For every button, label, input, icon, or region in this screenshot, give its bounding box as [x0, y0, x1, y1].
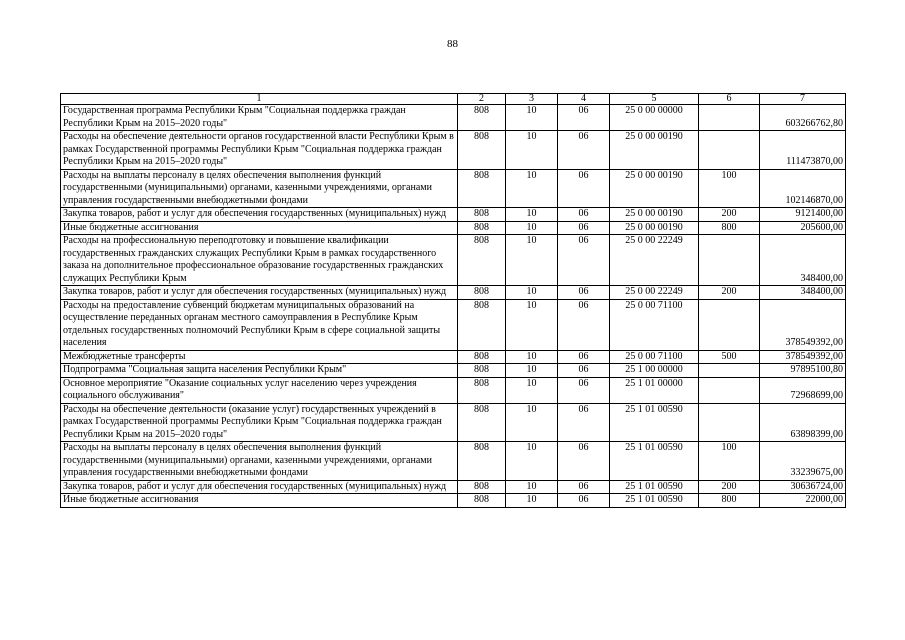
row-name: Закупка товаров, работ и услуг для обеспечения государственных (муниципальных) нужд — [61, 480, 458, 494]
table-row — [61, 221, 846, 235]
row-subsection: 06 — [558, 480, 610, 494]
row-subsection: 06 — [558, 235, 610, 286]
row-subsection: 06 — [558, 208, 610, 222]
row-section: 10 — [506, 350, 558, 364]
budget-table — [60, 93, 846, 508]
row-amount: 603266762,80 — [760, 105, 846, 131]
row-amount: 378549392,00 — [760, 350, 846, 364]
row-ministry: 808 — [458, 442, 506, 481]
table-row — [61, 480, 846, 494]
row-target-code: 25 1 01 00000 — [610, 377, 699, 403]
row-subsection: 06 — [558, 169, 610, 208]
row-expense-type — [699, 364, 760, 378]
row-name: Закупка товаров, работ и услуг для обеспечения государственных (муниципальных) нужд — [61, 208, 458, 222]
row-name: Иные бюджетные ассигнования — [61, 494, 458, 508]
row-name: Расходы на обеспечение деятельности (оказание услуг) государственных учреждений в рамках Государственной программы Республики Крым "Социальная поддержка граждан Республики Крым на 2015–2020 годы" — [61, 403, 458, 442]
row-target-code: 25 1 01 00590 — [610, 480, 699, 494]
row-target-code: 25 1 01 00590 — [610, 403, 699, 442]
row-name: Расходы на выплаты персоналу в целях обеспечения выполнения функций государственными (муниципальными) органами, казенными учреждениями, органами управления государственными внебюджетными фондами — [61, 169, 458, 208]
row-ministry: 808 — [458, 235, 506, 286]
row-target-code: 25 0 00 00000 — [610, 105, 699, 131]
row-subsection: 06 — [558, 494, 610, 508]
row-section: 10 — [506, 364, 558, 378]
row-name: Расходы на обеспечение деятельности органов государственной власти Республики Крым в рамках Государственной программы Республики Крым "Социальная поддержка граждан Республики Крым на 2015–2020 годы" — [61, 131, 458, 170]
header-col-6: 6 — [699, 94, 760, 105]
row-expense-type: 200 — [699, 208, 760, 222]
row-ministry: 808 — [458, 299, 506, 350]
row-amount: 111473870,00 — [760, 131, 846, 170]
row-subsection: 06 — [558, 286, 610, 300]
row-expense-type — [699, 105, 760, 131]
row-section: 10 — [506, 169, 558, 208]
row-target-code: 25 1 00 00000 — [610, 364, 699, 378]
row-subsection: 06 — [558, 105, 610, 131]
row-expense-type: 200 — [699, 480, 760, 494]
table-row — [61, 131, 846, 170]
table-row — [61, 364, 846, 378]
row-ministry: 808 — [458, 480, 506, 494]
row-section: 10 — [506, 235, 558, 286]
header-col-3: 3 — [506, 94, 558, 105]
table-row — [61, 494, 846, 508]
row-amount: 205600,00 — [760, 221, 846, 235]
table-row — [61, 235, 846, 286]
row-target-code: 25 0 00 71100 — [610, 299, 699, 350]
row-name: Расходы на предоставление субвенций бюджетам муниципальных образований на осуществление переданных органам местного самоуправления в Республике Крым отдельных государственных полномочий Республики Крым в сфере социальной защиты населения — [61, 299, 458, 350]
row-name: Расходы на профессиональную переподготовку и повышение квалификации государственных гражданских служащих Республики Крым в рамках государственного заказа на дополнительное профессиональное образование государственных гражданских служащих Республики Крым — [61, 235, 458, 286]
row-section: 10 — [506, 131, 558, 170]
row-expense-type — [699, 377, 760, 403]
row-target-code: 25 0 00 22249 — [610, 235, 699, 286]
row-subsection: 06 — [558, 364, 610, 378]
row-target-code: 25 0 00 71100 — [610, 350, 699, 364]
table-row — [61, 208, 846, 222]
header-col-2: 2 — [458, 94, 506, 105]
row-name: Иные бюджетные ассигнования — [61, 221, 458, 235]
table-row — [61, 403, 846, 442]
header-col-4: 4 — [558, 94, 610, 105]
row-section: 10 — [506, 480, 558, 494]
row-expense-type: 100 — [699, 169, 760, 208]
row-name: Подпрограмма "Социальная защита населения Республики Крым" — [61, 364, 458, 378]
page-number: 88 — [447, 38, 458, 50]
row-target-code: 25 0 00 00190 — [610, 208, 699, 222]
row-target-code: 25 1 01 00590 — [610, 442, 699, 481]
row-amount: 97895100,80 — [760, 364, 846, 378]
row-section: 10 — [506, 105, 558, 131]
row-amount: 30636724,00 — [760, 480, 846, 494]
row-expense-type: 200 — [699, 286, 760, 300]
row-subsection: 06 — [558, 377, 610, 403]
row-name: Межбюджетные трансферты — [61, 350, 458, 364]
row-subsection: 06 — [558, 403, 610, 442]
table-row — [61, 105, 846, 131]
row-ministry: 808 — [458, 350, 506, 364]
row-amount: 33239675,00 — [760, 442, 846, 481]
row-amount: 22000,00 — [760, 494, 846, 508]
row-ministry: 808 — [458, 169, 506, 208]
table-row — [61, 377, 846, 403]
table-row — [61, 286, 846, 300]
row-target-code: 25 0 00 00190 — [610, 221, 699, 235]
row-section: 10 — [506, 494, 558, 508]
table-row — [61, 169, 846, 208]
row-amount: 63898399,00 — [760, 403, 846, 442]
row-section: 10 — [506, 299, 558, 350]
row-amount: 348400,00 — [760, 235, 846, 286]
row-section: 10 — [506, 221, 558, 235]
row-amount: 9121400,00 — [760, 208, 846, 222]
row-ministry: 808 — [458, 286, 506, 300]
row-subsection: 06 — [558, 221, 610, 235]
row-ministry: 808 — [458, 131, 506, 170]
table-row — [61, 442, 846, 481]
header-col-7: 7 — [760, 94, 846, 105]
row-name: Основное мероприятие "Оказание социальных услуг населению через учреждения социального обслуживания" — [61, 377, 458, 403]
row-ministry: 808 — [458, 364, 506, 378]
header-col-5: 5 — [610, 94, 699, 105]
row-amount: 102146870,00 — [760, 169, 846, 208]
row-section: 10 — [506, 403, 558, 442]
row-target-code: 25 0 00 22249 — [610, 286, 699, 300]
row-expense-type — [699, 235, 760, 286]
table-row — [61, 299, 846, 350]
row-name: Расходы на выплаты персоналу в целях обеспечения выполнения функций государственными (муниципальными) органами, казенными учреждениями, органами управления государственными внебюджетными фондами — [61, 442, 458, 481]
row-expense-type — [699, 299, 760, 350]
row-ministry: 808 — [458, 221, 506, 235]
row-section: 10 — [506, 286, 558, 300]
header-col-1: 1 — [61, 94, 458, 105]
table-row — [61, 350, 846, 364]
row-subsection: 06 — [558, 299, 610, 350]
row-section: 10 — [506, 442, 558, 481]
row-expense-type — [699, 403, 760, 442]
row-expense-type — [699, 131, 760, 170]
row-amount: 348400,00 — [760, 286, 846, 300]
row-expense-type: 800 — [699, 494, 760, 508]
row-section: 10 — [506, 377, 558, 403]
row-ministry: 808 — [458, 105, 506, 131]
row-ministry: 808 — [458, 377, 506, 403]
row-subsection: 06 — [558, 350, 610, 364]
row-target-code: 25 1 01 00590 — [610, 494, 699, 508]
row-amount: 72968699,00 — [760, 377, 846, 403]
row-expense-type: 500 — [699, 350, 760, 364]
row-target-code: 25 0 00 00190 — [610, 131, 699, 170]
row-subsection: 06 — [558, 442, 610, 481]
row-expense-type: 800 — [699, 221, 760, 235]
row-subsection: 06 — [558, 131, 610, 170]
row-name: Закупка товаров, работ и услуг для обеспечения государственных (муниципальных) нужд — [61, 286, 458, 300]
row-target-code: 25 0 00 00190 — [610, 169, 699, 208]
row-amount: 378549392,00 — [760, 299, 846, 350]
row-ministry: 808 — [458, 403, 506, 442]
row-ministry: 808 — [458, 208, 506, 222]
row-section: 10 — [506, 208, 558, 222]
row-ministry: 808 — [458, 494, 506, 508]
header-row — [61, 94, 846, 105]
row-name: Государственная программа Республики Крым "Социальная поддержка граждан Республики Крым на 2015–2020 годы" — [61, 105, 458, 131]
row-expense-type: 100 — [699, 442, 760, 481]
